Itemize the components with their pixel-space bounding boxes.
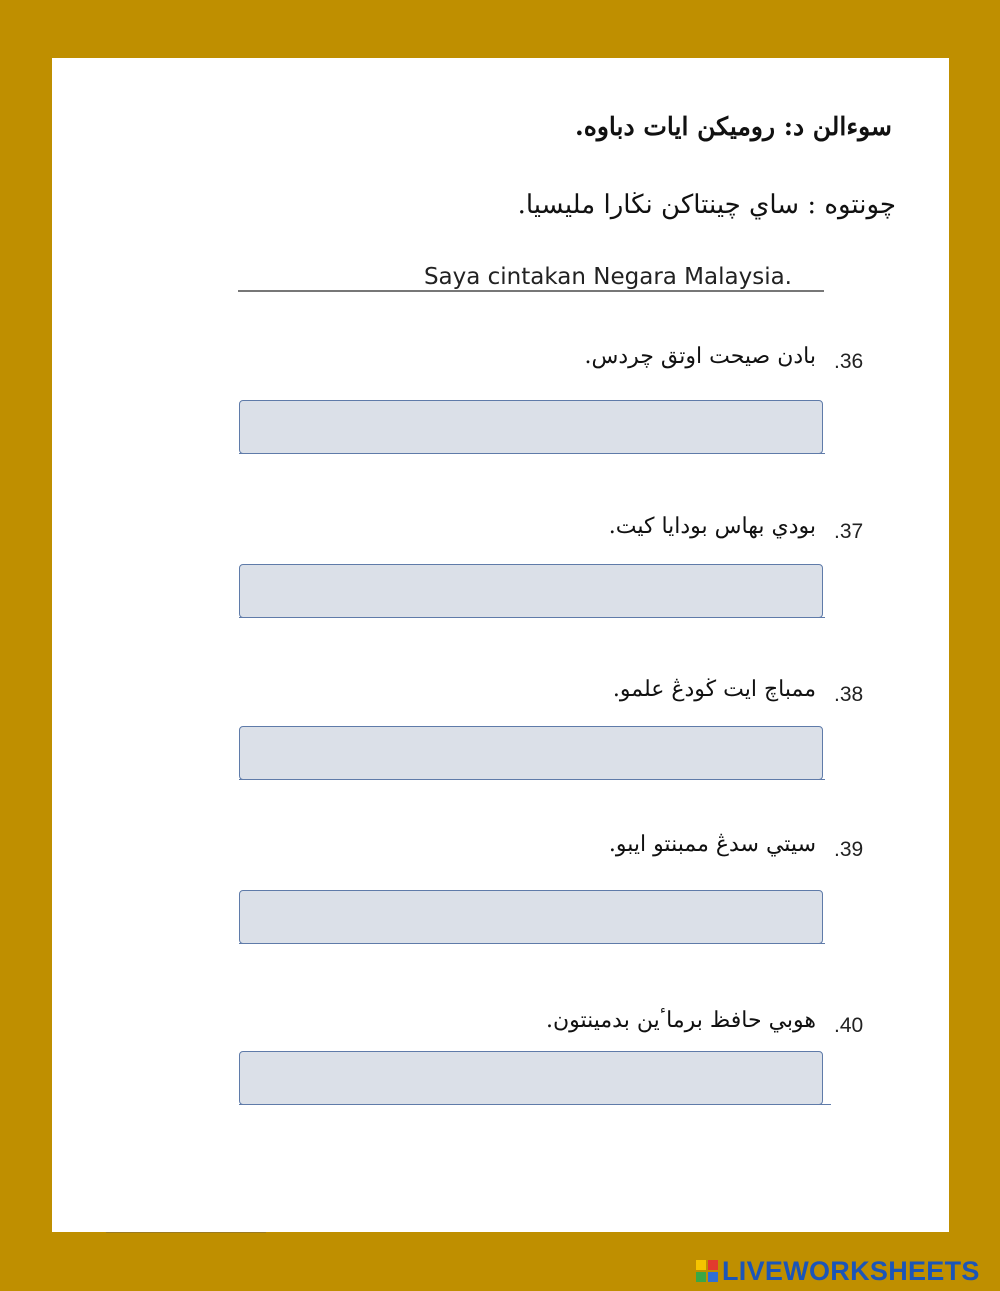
answer-input-37[interactable]: [239, 564, 823, 618]
question-text-38: ممباچ ايت ڬودڠ علمو.: [612, 677, 816, 702]
answer-underline: [239, 1104, 831, 1105]
logo-square: [696, 1260, 706, 1270]
logo-square: [708, 1272, 718, 1282]
answer-input-36[interactable]: [239, 400, 823, 454]
answer-underline: [239, 943, 825, 944]
logo-square: [696, 1272, 706, 1282]
answer-input-38[interactable]: [239, 726, 823, 780]
question-number-37: .37: [834, 520, 864, 543]
question-number-40: .40: [834, 1014, 864, 1037]
worksheet-heading: سوءالن د: روميكن ايات دباوه.: [575, 112, 892, 141]
liveworksheets-logo: [696, 1255, 980, 1287]
question-text-40: هوبي حافظ برماٴين بدمينتون.: [545, 1008, 816, 1033]
answer-input-40[interactable]: [239, 1051, 823, 1105]
footer-divider: [106, 1232, 266, 1233]
answer-underline: [239, 779, 825, 780]
question-number-39: .39: [834, 838, 864, 861]
question-text-39: سيتي سدڠ ممبنتو ايبو.: [608, 832, 816, 857]
question-text-37: بودي بهاس بودايا كيت.: [608, 514, 816, 539]
example-prompt: چونتوه : ساي چينتاكن نڬارا مليسيا.: [517, 190, 896, 220]
brand-name: LIVEWORKSHEETS: [722, 1255, 980, 1286]
answer-underline: [239, 453, 825, 454]
question-number-38: .38: [834, 683, 864, 706]
question-number-36: .36: [834, 350, 864, 373]
question-text-36: بادن صيحت اوتق چردس.: [584, 344, 816, 369]
liveworksheets-mark-icon: [696, 1260, 718, 1282]
example-answer: Saya cintakan Negara Malaysia.: [238, 262, 824, 292]
logo-square: [708, 1260, 718, 1270]
answer-input-39[interactable]: [239, 890, 823, 944]
answer-underline: [239, 617, 825, 618]
